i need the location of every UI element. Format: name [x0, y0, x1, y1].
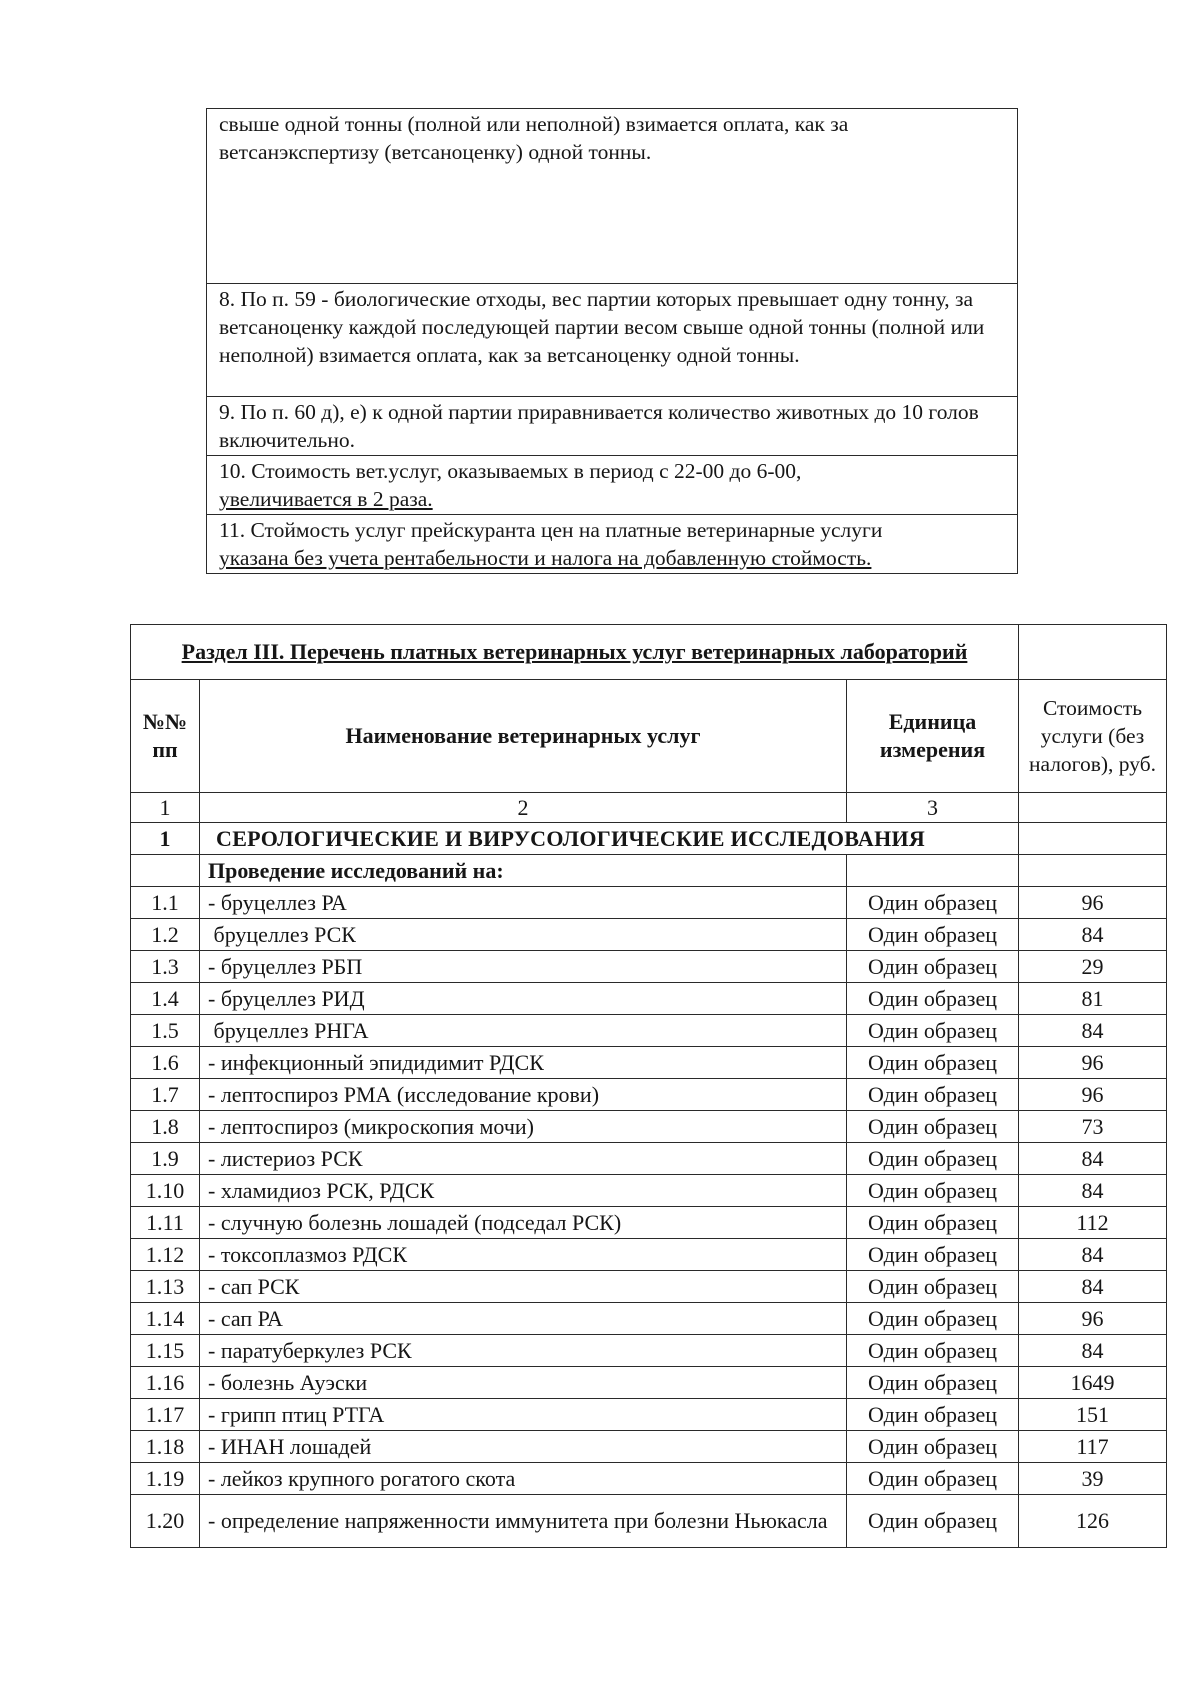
index-1: 1	[131, 793, 200, 823]
table-row	[131, 1463, 1167, 1495]
note-10	[207, 456, 1018, 515]
row-number: 1.18	[131, 1431, 200, 1463]
service-name: - инфекционный эпидидимит РДСК	[200, 1047, 847, 1079]
header-unit: Единица измерения	[847, 680, 1019, 793]
unit-of-measure: Один образец	[847, 1431, 1019, 1463]
service-price: 84	[1019, 1175, 1167, 1207]
service-price: 126	[1019, 1495, 1167, 1548]
service-name: - сап РА	[200, 1303, 847, 1335]
row-number: 1.1	[131, 887, 200, 919]
unit-of-measure: Один образец	[847, 1495, 1019, 1548]
table-row	[131, 1303, 1167, 1335]
service-name: - бруцеллез РИД	[200, 983, 847, 1015]
header-price: Стоимость услуги (без налогов), руб.	[1019, 680, 1167, 793]
row-number: 1.8	[131, 1111, 200, 1143]
subheading: Проведение исследований на:	[200, 855, 847, 887]
service-price: 96	[1019, 1303, 1167, 1335]
subheading-unit-cell	[847, 855, 1019, 887]
service-price: 81	[1019, 983, 1167, 1015]
service-price: 112	[1019, 1207, 1167, 1239]
service-name: - случную болезнь лошадей (подседал РСК)	[200, 1207, 847, 1239]
note-7-tail: свыше одной тонны (полной или неполной) взимается оплата, как за ветсанэкспертизу (ветсаноценку) одной тонны.	[207, 109, 1018, 284]
note-9: 9. По п. 60 д), е) к одной партии приравнивается количество животных до 10 голов включительно.	[207, 397, 1018, 456]
table-row	[131, 1271, 1167, 1303]
row-number: 1.19	[131, 1463, 200, 1495]
unit-of-measure: Один образец	[847, 1175, 1019, 1207]
header-name: Наименование ветеринарных услуг	[200, 680, 847, 793]
service-price: 84	[1019, 919, 1167, 951]
unit-of-measure: Один образец	[847, 1143, 1019, 1175]
table-row	[131, 1239, 1167, 1271]
service-name: - сап РСК	[200, 1271, 847, 1303]
service-name: - грипп птиц РТГА	[200, 1399, 847, 1431]
unit-of-measure: Один образец	[847, 1335, 1019, 1367]
unit-of-measure: Один образец	[847, 887, 1019, 919]
row-number: 1.7	[131, 1079, 200, 1111]
row-number: 1.12	[131, 1239, 200, 1271]
service-price: 84	[1019, 1335, 1167, 1367]
table-row	[131, 1431, 1167, 1463]
service-name: - токсоплазмоз РДСК	[200, 1239, 847, 1271]
service-name: бруцеллез РСК	[200, 919, 847, 951]
subheading-price-cell	[1019, 855, 1167, 887]
unit-of-measure: Один образец	[847, 951, 1019, 983]
table-row	[131, 1175, 1167, 1207]
row-number: 1.5	[131, 1015, 200, 1047]
index-4	[1019, 793, 1167, 823]
service-name: - хламидиоз РСК, РДСК	[200, 1175, 847, 1207]
row-number: 1.10	[131, 1175, 200, 1207]
note-row	[207, 284, 1018, 397]
table-row	[131, 887, 1167, 919]
table-row	[131, 1495, 1167, 1548]
row-number: 1.11	[131, 1207, 200, 1239]
group-empty-cell	[1019, 823, 1167, 855]
service-price: 96	[1019, 887, 1167, 919]
unit-of-measure: Один образец	[847, 1111, 1019, 1143]
row-number: 1.14	[131, 1303, 200, 1335]
row-number: 1.9	[131, 1143, 200, 1175]
service-rows	[131, 887, 1167, 1548]
service-name: бруцеллез РНГА	[200, 1015, 847, 1047]
note-11-line-1: 11. Стоймость услуг прейскуранта цен на платные ветеринарные услуги	[219, 518, 883, 542]
service-name: - определение напряженности иммунитета при болезни Ньюкасла	[200, 1495, 847, 1548]
group-title: СЕРОЛОГИЧЕСКИЕ И ВИРУСОЛОГИЧЕСКИЕ ИССЛЕДОВАНИЯ	[200, 823, 1019, 855]
row-number: 1.15	[131, 1335, 200, 1367]
note-10-line-2: увеличивается в 2 раза.	[219, 487, 433, 511]
service-price: 73	[1019, 1111, 1167, 1143]
header-row	[131, 680, 1167, 793]
table-row	[131, 919, 1167, 951]
unit-of-measure: Один образец	[847, 1463, 1019, 1495]
service-name: - лейкоз крупного рогатого скота	[200, 1463, 847, 1495]
service-name: - листериоз РСК	[200, 1143, 847, 1175]
service-price: 151	[1019, 1399, 1167, 1431]
note-10-line-1: 10. Стоимость вет.услуг, оказываемых в период с 22-00 до 6-00,	[219, 459, 802, 483]
service-price: 84	[1019, 1271, 1167, 1303]
table-row	[131, 1207, 1167, 1239]
header-num: №№ пп	[131, 680, 200, 793]
table-row	[131, 1367, 1167, 1399]
unit-of-measure: Один образец	[847, 919, 1019, 951]
subheading-row	[131, 855, 1167, 887]
note-8: 8. По п. 59 - биологические отходы, вес партии которых превышает одну тонну, за ветсаноценку каждой последующей партии весом свыше одной тонны (полной или неполной) взимается оплата, как за ветсаноценку одной тонны.	[207, 284, 1018, 397]
service-price: 96	[1019, 1079, 1167, 1111]
row-number: 1.16	[131, 1367, 200, 1399]
table-row	[131, 1111, 1167, 1143]
row-number: 1.20	[131, 1495, 200, 1548]
section-title: Раздел III. Перечень платных ветеринарных услуг ветеринарных лабораторий	[131, 625, 1019, 680]
note-11-line-2: указана без учета рентабельности и налога на добавленную стоймость.	[219, 546, 872, 570]
service-price: 29	[1019, 951, 1167, 983]
service-name: - бруцеллез РА	[200, 887, 847, 919]
notes-table	[206, 108, 1018, 574]
note-row	[207, 397, 1018, 456]
service-name: - болезнь Ауэски	[200, 1367, 847, 1399]
index-2: 2	[200, 793, 847, 823]
table-row	[131, 1143, 1167, 1175]
index-row	[131, 793, 1167, 823]
unit-of-measure: Один образец	[847, 983, 1019, 1015]
row-number: 1.6	[131, 1047, 200, 1079]
unit-of-measure: Один образец	[847, 1303, 1019, 1335]
table-row	[131, 1047, 1167, 1079]
service-price: 84	[1019, 1143, 1167, 1175]
service-price: 1649	[1019, 1367, 1167, 1399]
note-row	[207, 515, 1018, 574]
index-3: 3	[847, 793, 1019, 823]
table-row	[131, 1335, 1167, 1367]
table-row	[131, 1079, 1167, 1111]
group-row	[131, 823, 1167, 855]
subheading-num-cell	[131, 855, 200, 887]
unit-of-measure: Один образец	[847, 1367, 1019, 1399]
table-row	[131, 983, 1167, 1015]
service-price: 84	[1019, 1239, 1167, 1271]
service-price: 84	[1019, 1015, 1167, 1047]
service-name: - ИНАН лошадей	[200, 1431, 847, 1463]
service-price: 117	[1019, 1431, 1167, 1463]
service-price: 39	[1019, 1463, 1167, 1495]
row-number: 1.13	[131, 1271, 200, 1303]
unit-of-measure: Один образец	[847, 1271, 1019, 1303]
table-row	[131, 1015, 1167, 1047]
table-row	[131, 951, 1167, 983]
table-row	[131, 1399, 1167, 1431]
note-row	[207, 456, 1018, 515]
unit-of-measure: Один образец	[847, 1047, 1019, 1079]
unit-of-measure: Один образец	[847, 1207, 1019, 1239]
row-number: 1.2	[131, 919, 200, 951]
row-number: 1.3	[131, 951, 200, 983]
service-name: - лептоспироз РМА (исследование крови)	[200, 1079, 847, 1111]
unit-of-measure: Один образец	[847, 1399, 1019, 1431]
section-title-row	[131, 625, 1167, 680]
row-number: 1.17	[131, 1399, 200, 1431]
service-name: - бруцеллез РБП	[200, 951, 847, 983]
unit-of-measure: Один образец	[847, 1079, 1019, 1111]
section-title-empty-cell	[1019, 625, 1167, 680]
note-11	[207, 515, 1018, 574]
note-row	[207, 109, 1018, 284]
group-number: 1	[131, 823, 200, 855]
row-number: 1.4	[131, 983, 200, 1015]
service-name: - паратуберкулез РСК	[200, 1335, 847, 1367]
unit-of-measure: Один образец	[847, 1015, 1019, 1047]
unit-of-measure: Один образец	[847, 1239, 1019, 1271]
service-price: 96	[1019, 1047, 1167, 1079]
service-name: - лептоспироз (микроскопия мочи)	[200, 1111, 847, 1143]
price-list-table	[130, 624, 1167, 1548]
